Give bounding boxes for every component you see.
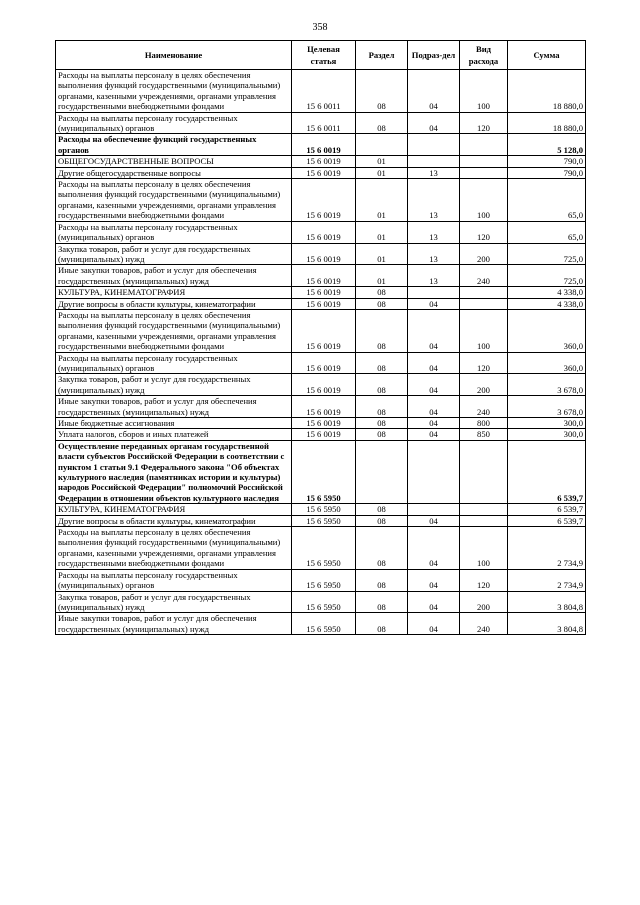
table-row: [56, 309, 586, 352]
cell-amount: 65,0: [508, 221, 586, 243]
cell-target-article: 15 6 5950: [292, 504, 356, 515]
cell-section: [356, 440, 408, 503]
table-row: [56, 440, 586, 503]
cell-section: 01: [356, 179, 408, 222]
cell-name: КУЛЬТУРА, КИНЕМАТОГРАФИЯ: [56, 504, 292, 515]
cell-name: Расходы на обеспечение функций государственных органов: [56, 134, 292, 156]
cell-target-article: 15 6 0019: [292, 243, 356, 265]
header-subsection: Подраз-дел: [408, 41, 460, 70]
table-row: [56, 591, 586, 613]
cell-section: 08: [356, 298, 408, 309]
cell-target-article: 15 6 0019: [292, 221, 356, 243]
cell-subsection: 04: [408, 352, 460, 374]
cell-expense-type: [460, 156, 508, 167]
cell-expense-type: 100: [460, 179, 508, 222]
cell-section: 08: [356, 515, 408, 526]
cell-subsection: 04: [408, 309, 460, 352]
cell-subsection: 04: [408, 591, 460, 613]
table-row: [56, 287, 586, 298]
cell-amount: 3 678,0: [508, 396, 586, 418]
cell-subsection: 04: [408, 418, 460, 429]
table-row: [56, 167, 586, 178]
cell-target-article: 15 6 0011: [292, 70, 356, 113]
cell-expense-type: 100: [460, 70, 508, 113]
cell-subsection: 13: [408, 221, 460, 243]
cell-name: Другие вопросы в области культуры, кинематографии: [56, 515, 292, 526]
cell-subsection: 04: [408, 527, 460, 570]
cell-target-article: 15 6 5950: [292, 613, 356, 635]
table-row: [56, 352, 586, 374]
cell-subsection: 04: [408, 396, 460, 418]
cell-target-article: 15 6 0019: [292, 298, 356, 309]
cell-section: 08: [356, 287, 408, 298]
cell-section: 08: [356, 591, 408, 613]
cell-amount: 3 804,8: [508, 591, 586, 613]
table-body: [56, 70, 586, 635]
table-row: [56, 298, 586, 309]
table-row: [56, 179, 586, 222]
cell-amount: 6 539,7: [508, 504, 586, 515]
cell-section: 08: [356, 418, 408, 429]
table-row: [56, 569, 586, 591]
cell-subsection: [408, 504, 460, 515]
table-row: [56, 418, 586, 429]
cell-name: Уплата налогов, сборов и иных платежей: [56, 429, 292, 440]
cell-amount: 790,0: [508, 167, 586, 178]
cell-amount: 18 880,0: [508, 112, 586, 134]
cell-target-article: 15 6 0019: [292, 134, 356, 156]
cell-amount: 725,0: [508, 243, 586, 265]
cell-subsection: 13: [408, 179, 460, 222]
cell-expense-type: 100: [460, 309, 508, 352]
cell-section: [356, 134, 408, 156]
cell-expense-type: 200: [460, 374, 508, 396]
cell-target-article: 15 6 0019: [292, 309, 356, 352]
table-row: [56, 243, 586, 265]
budget-table: [55, 40, 586, 635]
cell-section: 08: [356, 70, 408, 113]
cell-amount: 3 678,0: [508, 374, 586, 396]
cell-target-article: 15 6 0011: [292, 112, 356, 134]
cell-target-article: 15 6 5950: [292, 515, 356, 526]
cell-subsection: 04: [408, 112, 460, 134]
cell-name: Расходы на выплаты персоналу государственных (муниципальных) органов: [56, 352, 292, 374]
cell-name: Расходы на выплаты персоналу в целях обеспечения выполнения функций государственными (муниципальными) органами, казенными учреждениями, органами управления государственными внебюджетными фондами: [56, 179, 292, 222]
cell-section: 08: [356, 429, 408, 440]
cell-amount: 18 880,0: [508, 70, 586, 113]
cell-subsection: 04: [408, 429, 460, 440]
cell-amount: 790,0: [508, 156, 586, 167]
cell-section: 08: [356, 396, 408, 418]
table-row: [56, 396, 586, 418]
cell-expense-type: 120: [460, 112, 508, 134]
header-section: Раздел: [356, 41, 408, 70]
cell-section: 01: [356, 265, 408, 287]
cell-subsection: [408, 440, 460, 503]
cell-name: Иные бюджетные ассигнования: [56, 418, 292, 429]
cell-expense-type: 850: [460, 429, 508, 440]
cell-expense-type: [460, 134, 508, 156]
cell-expense-type: 240: [460, 265, 508, 287]
cell-amount: 725,0: [508, 265, 586, 287]
cell-name: КУЛЬТУРА, КИНЕМАТОГРАФИЯ: [56, 287, 292, 298]
cell-subsection: [408, 156, 460, 167]
cell-target-article: 15 6 0019: [292, 179, 356, 222]
cell-section: 01: [356, 156, 408, 167]
table-row: [56, 156, 586, 167]
cell-amount: 2 734,9: [508, 569, 586, 591]
cell-expense-type: [460, 504, 508, 515]
header-amount: Сумма: [508, 41, 586, 70]
page-number: 358: [312, 22, 328, 33]
cell-name: Закупка товаров, работ и услуг для государственных (муниципальных) нужд: [56, 243, 292, 265]
cell-target-article: 15 6 0019: [292, 265, 356, 287]
cell-target-article: 15 6 5950: [292, 591, 356, 613]
cell-name: Расходы на выплаты персоналу государственных (муниципальных) органов: [56, 112, 292, 134]
table-header-row: [56, 41, 586, 70]
cell-amount: 4 338,0: [508, 298, 586, 309]
cell-amount: 300,0: [508, 429, 586, 440]
cell-subsection: 13: [408, 243, 460, 265]
cell-subsection: 04: [408, 374, 460, 396]
cell-target-article: 15 6 0019: [292, 429, 356, 440]
cell-expense-type: 200: [460, 591, 508, 613]
cell-amount: 5 128,0: [508, 134, 586, 156]
cell-section: 01: [356, 243, 408, 265]
cell-subsection: 04: [408, 70, 460, 113]
cell-target-article: 15 6 0019: [292, 156, 356, 167]
cell-amount: 360,0: [508, 352, 586, 374]
cell-subsection: 04: [408, 298, 460, 309]
table-row: [56, 112, 586, 134]
cell-expense-type: 120: [460, 569, 508, 591]
cell-section: 08: [356, 112, 408, 134]
table-row: [56, 527, 586, 570]
cell-amount: 2 734,9: [508, 527, 586, 570]
table-row: [56, 265, 586, 287]
cell-expense-type: 240: [460, 613, 508, 635]
header-name: Наименование: [56, 41, 292, 70]
cell-subsection: 13: [408, 265, 460, 287]
cell-amount: 65,0: [508, 179, 586, 222]
cell-section: 08: [356, 569, 408, 591]
cell-target-article: 15 6 0019: [292, 352, 356, 374]
cell-section: 08: [356, 527, 408, 570]
cell-amount: 6 539,7: [508, 440, 586, 503]
cell-expense-type: [460, 515, 508, 526]
table-row: [56, 515, 586, 526]
cell-section: 08: [356, 504, 408, 515]
cell-expense-type: 120: [460, 352, 508, 374]
cell-section: 08: [356, 352, 408, 374]
header-expense-type: Вид расхода: [460, 41, 508, 70]
table-row: [56, 504, 586, 515]
cell-target-article: 15 6 0019: [292, 396, 356, 418]
cell-amount: 3 804,8: [508, 613, 586, 635]
cell-name: Расходы на выплаты персоналу государственных (муниципальных) органов: [56, 569, 292, 591]
cell-name: Иные закупки товаров, работ и услуг для обеспечения государственных (муниципальных) нужд: [56, 396, 292, 418]
cell-name: Закупка товаров, работ и услуг для государственных (муниципальных) нужд: [56, 591, 292, 613]
cell-subsection: 04: [408, 515, 460, 526]
table-row: [56, 70, 586, 113]
table-row: [56, 134, 586, 156]
cell-section: 08: [356, 374, 408, 396]
table-row: [56, 374, 586, 396]
cell-section: 01: [356, 167, 408, 178]
cell-name: Иные закупки товаров, работ и услуг для обеспечения государственных (муниципальных) нужд: [56, 613, 292, 635]
cell-section: 01: [356, 221, 408, 243]
cell-expense-type: 800: [460, 418, 508, 429]
cell-expense-type: 120: [460, 221, 508, 243]
cell-subsection: [408, 134, 460, 156]
cell-amount: 6 539,7: [508, 515, 586, 526]
cell-amount: 4 338,0: [508, 287, 586, 298]
table-row: [56, 221, 586, 243]
cell-subsection: 04: [408, 569, 460, 591]
cell-target-article: 15 6 0019: [292, 287, 356, 298]
cell-expense-type: [460, 287, 508, 298]
cell-name: Осуществление переданных органам государственной власти субъектов Российской Федерации в соответствии с пунктом 1 статьи 9.1 Федерального закона "Об объектах культурного наследия (памятниках истории и культуры) народов Российской Федерации" полномочий Российской Федерации в отношении объектов культурного наследия: [56, 440, 292, 503]
cell-name: Иные закупки товаров, работ и услуг для обеспечения государственных (муниципальных) нужд: [56, 265, 292, 287]
cell-target-article: 15 6 0019: [292, 167, 356, 178]
cell-name: Расходы на выплаты персоналу государственных (муниципальных) органов: [56, 221, 292, 243]
cell-name: Расходы на выплаты персоналу в целях обеспечения выполнения функций государственными (муниципальными) органами, казенными учреждениями, органами управления государственными внебюджетными фондами: [56, 309, 292, 352]
cell-subsection: [408, 287, 460, 298]
cell-section: 08: [356, 309, 408, 352]
cell-name: ОБЩЕГОСУДАРСТВЕННЫЕ ВОПРОСЫ: [56, 156, 292, 167]
cell-amount: 360,0: [508, 309, 586, 352]
cell-expense-type: 100: [460, 527, 508, 570]
cell-target-article: 15 6 0019: [292, 418, 356, 429]
cell-name: Закупка товаров, работ и услуг для государственных (муниципальных) нужд: [56, 374, 292, 396]
cell-name: Расходы на выплаты персоналу в целях обеспечения выполнения функций государственными (муниципальными) органами, казенными учреждениями, органами управления государственными внебюджетными фондами: [56, 70, 292, 113]
cell-expense-type: [460, 298, 508, 309]
cell-section: 08: [356, 613, 408, 635]
header-target-article: Целевая статья: [292, 41, 356, 70]
cell-name: Другие вопросы в области культуры, кинематографии: [56, 298, 292, 309]
table-row: [56, 613, 586, 635]
cell-subsection: 13: [408, 167, 460, 178]
cell-subsection: 04: [408, 613, 460, 635]
cell-expense-type: 240: [460, 396, 508, 418]
cell-expense-type: 200: [460, 243, 508, 265]
cell-expense-type: [460, 167, 508, 178]
cell-target-article: 15 6 5950: [292, 440, 356, 503]
cell-target-article: 15 6 0019: [292, 374, 356, 396]
cell-name: Расходы на выплаты персоналу в целях обеспечения выполнения функций государственными (муниципальными) органами, казенными учреждениями, органами управления государственными внебюджетными фондами: [56, 527, 292, 570]
cell-name: Другие общегосударственные вопросы: [56, 167, 292, 178]
cell-expense-type: [460, 440, 508, 503]
table-row: [56, 429, 586, 440]
cell-target-article: 15 6 5950: [292, 527, 356, 570]
cell-target-article: 15 6 5950: [292, 569, 356, 591]
cell-amount: 300,0: [508, 418, 586, 429]
